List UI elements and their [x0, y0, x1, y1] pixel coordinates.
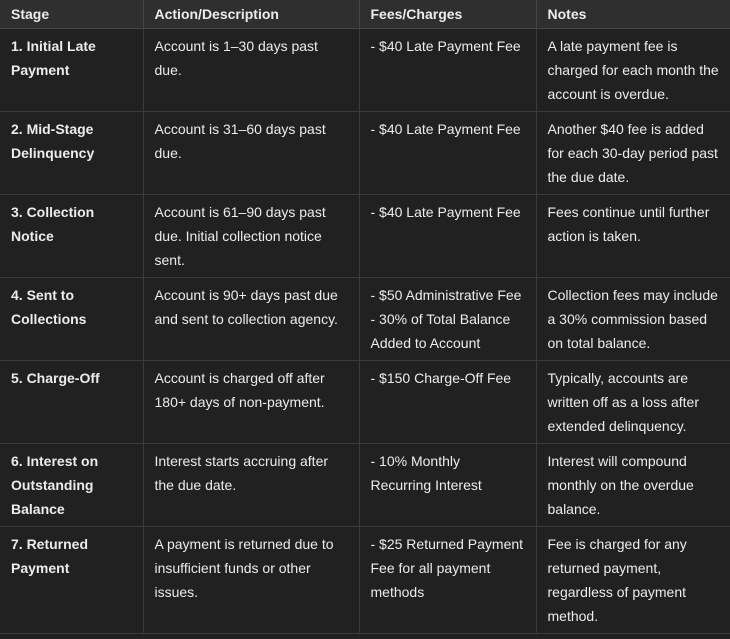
fees-cell	[359, 443, 536, 526]
fees-cell	[359, 526, 536, 633]
notes-cell: Interest will compound monthly on the overdue balance.	[536, 443, 730, 526]
notes-cell: Collection fees may include a 30% commission based on total balance.	[536, 277, 730, 360]
stage-cell: 7. Returned Payment	[0, 526, 143, 633]
fee-item: - 30% of Total Balance Added to Account	[370, 310, 511, 351]
fees-cell	[359, 360, 536, 443]
action-cell: Account is 90+ days past due and sent to collection agency.	[143, 277, 359, 360]
action-cell: Account is charged off after 180+ days of non-payment.	[143, 360, 359, 443]
fee-item: - $150 Charge-Off Fee	[370, 369, 512, 386]
action-cell: Interest starts accruing after the due date.	[143, 443, 359, 526]
table-row	[0, 443, 730, 526]
stage-cell: 1. Initial Late Payment	[0, 28, 143, 111]
notes-cell: Fees continue until further action is taken.	[536, 194, 730, 277]
header-stage: Stage	[0, 0, 143, 28]
fee-item: - $25 Returned Payment Fee for all payment methods	[370, 535, 524, 600]
header-action: Action/Description	[143, 0, 359, 28]
action-cell: Account is 61–90 days past due. Initial collection notice sent.	[143, 194, 359, 277]
fees-cell	[359, 28, 536, 111]
table-row	[0, 28, 730, 111]
fees-cell	[359, 111, 536, 194]
action-cell: Account is 1–30 days past due.	[143, 28, 359, 111]
action-cell: Account is 31–60 days past due.	[143, 111, 359, 194]
stage-cell: 6. Interest on Outstanding Balance	[0, 443, 143, 526]
fee-item: - 10% Monthly Recurring Interest	[370, 452, 482, 493]
fee-item: - $40 Late Payment Fee	[370, 203, 521, 220]
action-cell: A payment is returned due to insufficient funds or other issues.	[143, 526, 359, 633]
fees-cell	[359, 194, 536, 277]
notes-cell: Fee is charged for any returned payment, regardless of payment method.	[536, 526, 730, 633]
fee-item: - $40 Late Payment Fee	[370, 37, 521, 54]
header-fees: Fees/Charges	[359, 0, 536, 28]
header-notes: Notes	[536, 0, 730, 28]
stage-cell: 4. Sent to Collections	[0, 277, 143, 360]
table-row	[0, 526, 730, 633]
table-body	[0, 28, 730, 633]
notes-cell: Typically, accounts are written off as a loss after extended delinquency.	[536, 360, 730, 443]
notes-cell: Another $40 fee is added for each 30-day period past the due date.	[536, 111, 730, 194]
table-row	[0, 111, 730, 194]
fee-item: - $50 Administrative Fee	[370, 286, 522, 303]
stage-cell: 5. Charge-Off	[0, 360, 143, 443]
fee-item: - $40 Late Payment Fee	[370, 120, 521, 137]
stage-cell: 3. Collection Notice	[0, 194, 143, 277]
fees-cell	[359, 277, 536, 360]
table-row	[0, 360, 730, 443]
table-header	[0, 0, 730, 28]
notes-cell: A late payment fee is charged for each month the account is overdue.	[536, 28, 730, 111]
table-row	[0, 194, 730, 277]
stage-cell: 2. Mid-Stage Delinquency	[0, 111, 143, 194]
table-row	[0, 277, 730, 360]
header-row	[0, 0, 730, 28]
